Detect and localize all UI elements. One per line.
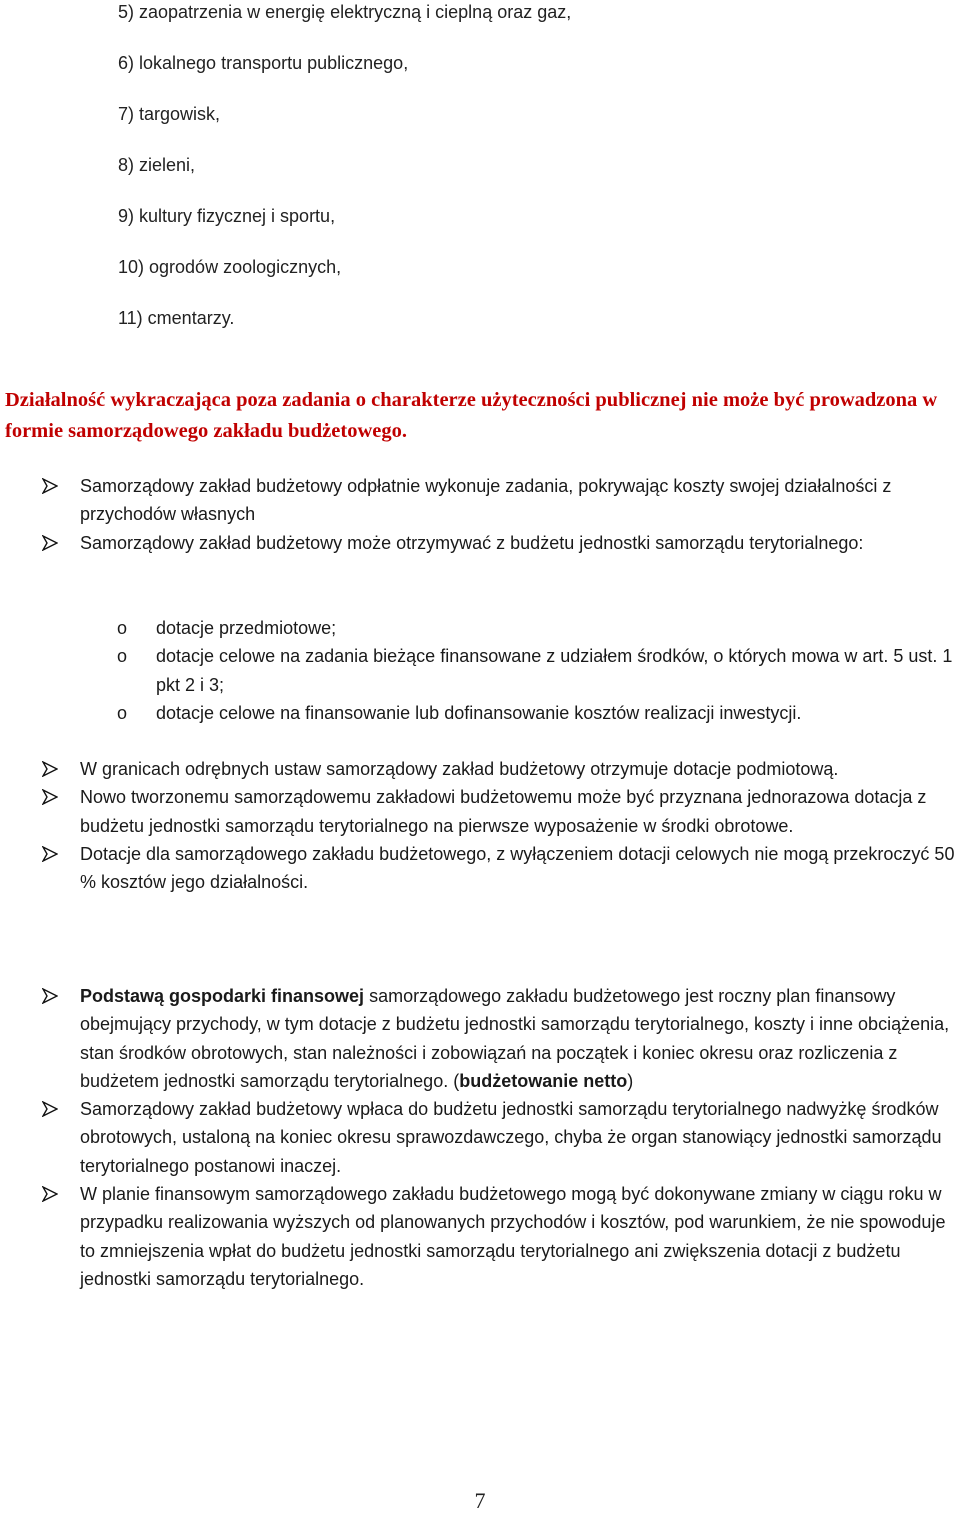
- arrow-bullet-icon: [42, 1180, 64, 1208]
- sub-bullet-text: dotacje celowe na zadania bieżące finansowane z udziałem środków, o których mowa w art. 5 ust. 1 pkt 2 i 3;: [156, 646, 953, 695]
- sub-bullet-list: [0, 614, 960, 727]
- list-item: [0, 982, 960, 1095]
- list-item: [0, 755, 960, 783]
- list-item: 5) zaopatrzenia w energię elektryczną i cieplną oraz gaz,: [118, 2, 572, 22]
- list-item: 7) targowisk,: [118, 104, 221, 124]
- section-heading: Działalność wykraczająca poza zadania o charakterze użyteczności publicznej nie może być prowadzona w formie samorządowego zakładu budżetowego.: [5, 389, 938, 442]
- list-item: 8) zieleni,: [118, 155, 196, 175]
- bold-term: budżetowanie netto: [459, 1070, 628, 1091]
- bullet-list-b: [0, 755, 960, 896]
- arrow-bullet-icon: [42, 840, 64, 868]
- list-item: [0, 1180, 960, 1293]
- circle-bullet-icon: o: [117, 646, 128, 667]
- arrow-bullet-icon: [42, 755, 64, 783]
- list-item: 6) lokalnego transportu publicznego,: [118, 53, 409, 73]
- list-item: [0, 699, 960, 727]
- circle-bullet-icon: o: [117, 702, 128, 723]
- bullet-list-a: [0, 472, 960, 557]
- list-item: 10) ogrodów zoologicznych,: [118, 257, 342, 277]
- bullet-text: Samorządowy zakład budżetowy odpłatnie wykonuje zadania, pokrywając koszty swojej działalności z przychodów własnych: [80, 476, 892, 525]
- bullet-text: Nowo tworzonemu samorządowemu zakładowi budżetowemu może być przyznana jednorazowa dotacja z budżetu jednostki samorządu terytorialnego na pierwsze wyposażenie w środki obrotowe.: [80, 787, 927, 836]
- list-item: [0, 642, 960, 699]
- bullet-text: W planie finansowym samorządowego zakładu budżetowego mogą być dokonywane zmiany w ciągu roku w przypadku realizowania wyższych od planowanych przychodów i kosztów, pod warunkiem, że nie spowoduje to zmniejszenia wpłat do budżetu jednostki samorządu terytorialnego ani zwiększenia dotacji z budżetu jednostki samorządu terytorialnego.: [80, 1184, 946, 1289]
- sub-bullet-text: dotacje celowe na finansowanie lub dofinansowanie kosztów realizacji inwestycji.: [156, 702, 802, 723]
- list-item: [0, 529, 960, 557]
- arrow-bullet-icon: [42, 982, 64, 1010]
- bullet-text: Samorządowy zakład budżetowy może otrzymywać z budżetu jednostki samorządu terytorialnego:: [80, 532, 864, 553]
- bold-lead-text: Podstawą gospodarki finansowej: [80, 986, 365, 1006]
- list-item: [0, 472, 960, 529]
- list-item: [0, 1095, 960, 1180]
- list-item: 9) kultury fizycznej i sportu,: [118, 206, 336, 226]
- list-item: [0, 614, 960, 642]
- arrow-bullet-icon: [42, 783, 64, 811]
- arrow-bullet-icon: [42, 472, 64, 500]
- list-item: [0, 783, 960, 840]
- bullet-text: Samorządowy zakład budżetowy wpłaca do budżetu jednostki samorządu terytorialnego nadwyżkę środków obrotowych, ustaloną na koniec okresu sprawozdawczego, chyba że organ stanowiący jednostki samorządu terytorialnego postanowi inaczej.: [80, 1099, 942, 1176]
- numbered-list: [118, 0, 571, 357]
- arrow-bullet-icon: [42, 529, 64, 557]
- closing-paren: ): [627, 1070, 634, 1091]
- bullet-text: W granicach odrębnych ustaw samorządowy zakład budżetowy otrzymuje dotacje podmiotową.: [80, 759, 839, 779]
- list-item: [0, 840, 960, 897]
- bullet-list-c: [0, 982, 960, 1293]
- bullet-text: samorządowego zakładu budżetowego jest roczny plan finansowy obejmujący przychody, w tym dotacje z budżetu jednostki samorządu terytorialnego, koszty i inne obciążenia, stan środków obrotowych, stan należności i zobowiązań na początek i koniec okresu oraz rozliczenia z budżetem jednostki samorządu terytorialnego. (: [80, 986, 950, 1091]
- bullet-text: Dotacje dla samorządowego zakładu budżetowego, z wyłączeniem dotacji celowych nie mogą przekroczyć 50 % kosztów jego działalności.: [80, 843, 955, 893]
- sub-bullet-text: dotacje przedmiotowe;: [156, 618, 337, 638]
- circle-bullet-icon: o: [117, 618, 128, 638]
- page-number: 7: [474, 1488, 486, 1513]
- list-item: 11) cmentarzy.: [118, 308, 235, 328]
- arrow-bullet-icon: [42, 1095, 64, 1123]
